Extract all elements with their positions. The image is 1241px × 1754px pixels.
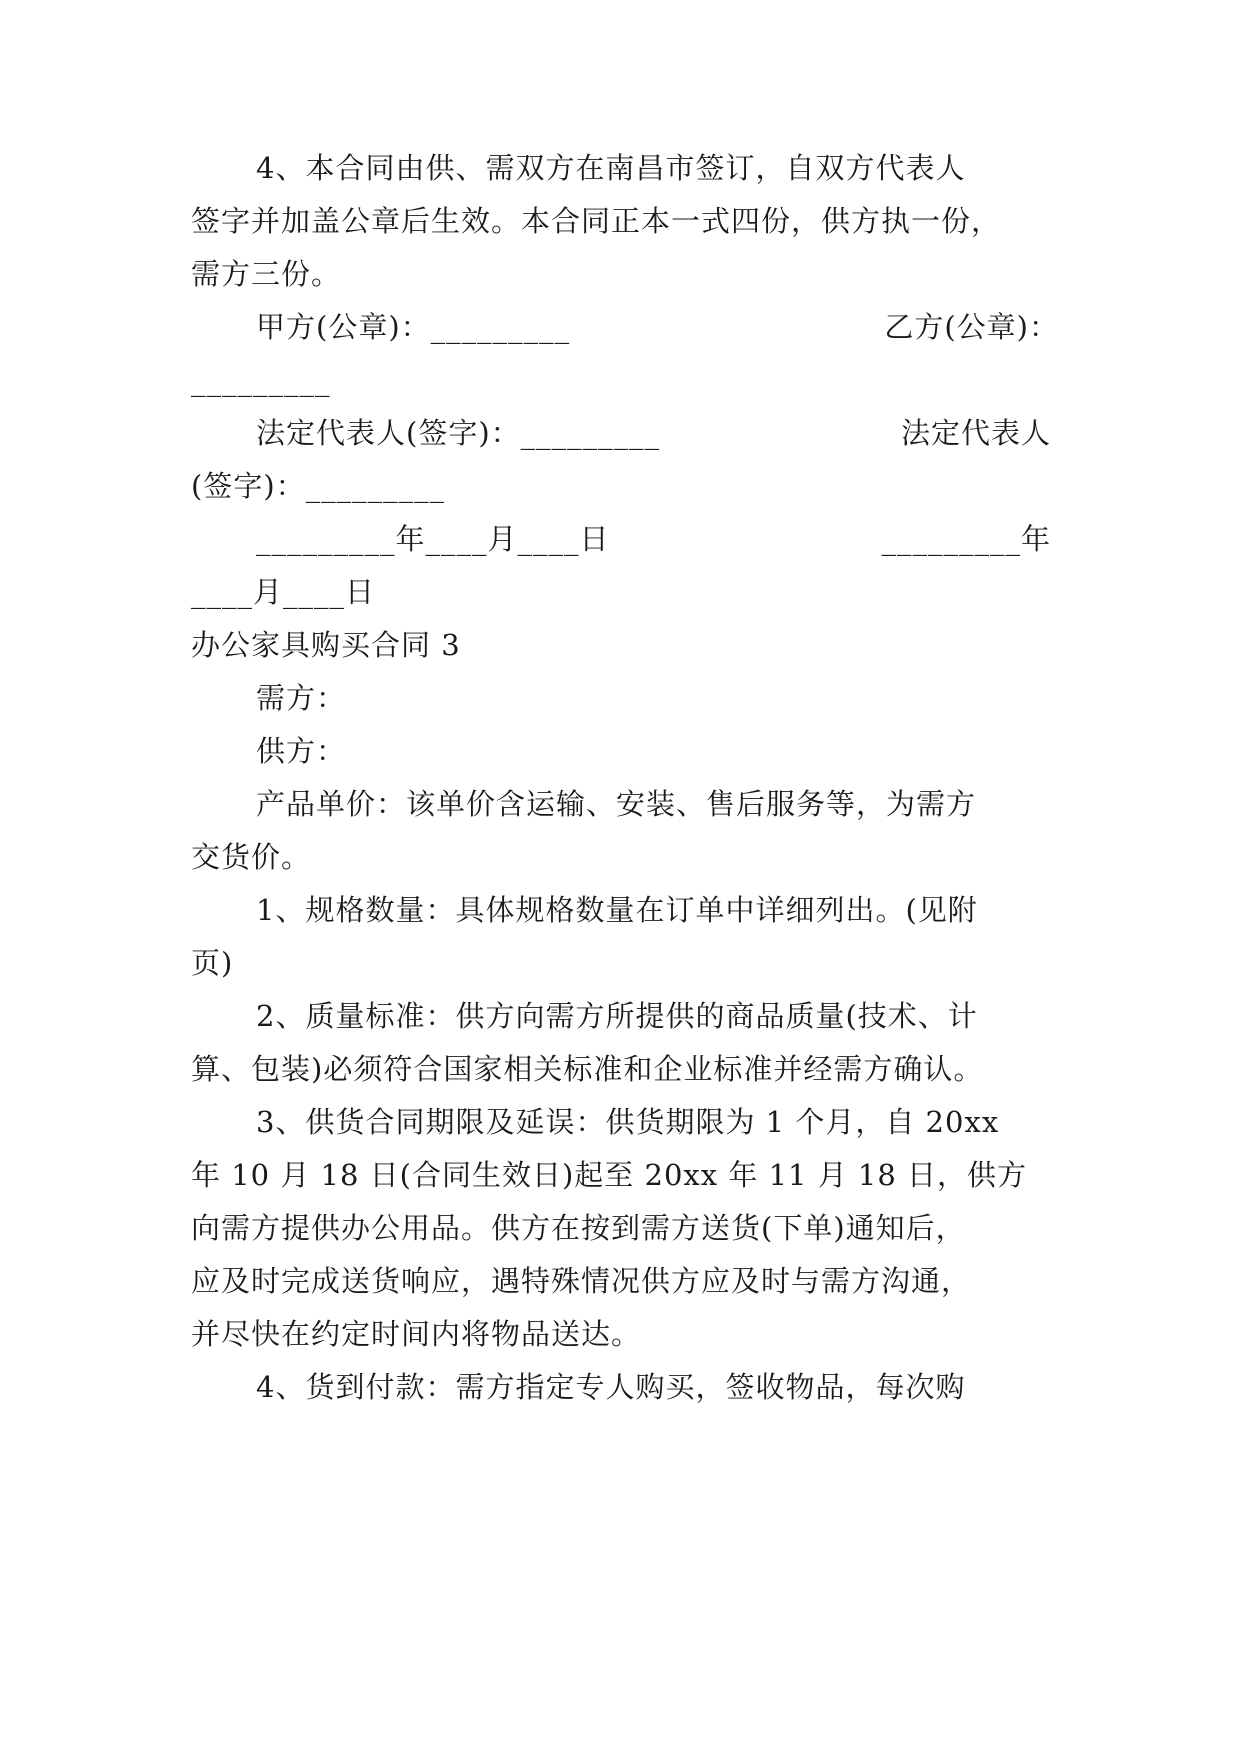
party-b-seal-label: 乙方(公章)： [884,310,1059,344]
paragraph-line: 页) [191,946,234,980]
party-a-representative-label: 法定代表人(签字)：_________ [256,416,661,450]
party-b-date: _________年 [881,522,1051,556]
paragraph-line: 算、包装)必须符合国家相关标准和企业标准并经需方确认。 [191,1052,984,1086]
date-blank: ____月____日 [191,575,376,609]
paragraph-line: 3、供货合同期限及延误：供货期限为 1 个月，自 20xx [256,1105,1000,1139]
party-a-date: _________年____月____日 [256,522,610,556]
signature-blank: (签字)：_________ [191,469,446,503]
paragraph-line: 产品单价：该单价含运输、安装、售后服务等，为需方 [256,787,977,821]
party-b-representative-label: 法定代表人 [900,416,1051,450]
paragraph-line: 签字并加盖公章后生效。本合同正本一式四份，供方执一份， [191,204,1002,238]
paragraph-line: 1、规格数量：具体规格数量在订单中详细列出。(见附 [256,893,978,927]
signature-row-date [256,519,1051,559]
paragraph-line: 交货价。 [191,840,312,874]
paragraph-line: 需方三份。 [191,257,342,291]
paragraph-line: 并尽快在约定时间内将物品送达。 [191,1317,642,1351]
buyer-label: 需方： [256,681,347,715]
party-a-seal-label: 甲方(公章)：_________ [256,310,571,344]
section-title: 办公家具购买合同 3 [191,628,461,662]
signature-row-representative [256,413,1051,453]
signature-row-seal [256,307,1059,347]
signature-blank: _________ [191,363,331,397]
paragraph-line: 2、质量标准：供方向需方所提供的商品质量(技术、计 [256,999,978,1033]
paragraph-line: 应及时完成送货响应，遇特殊情况供方应及时与需方沟通， [191,1264,972,1298]
supplier-label: 供方： [256,734,347,768]
paragraph-line: 向需方提供办公用品。供方在按到需方送货(下单)通知后， [191,1211,966,1245]
paragraph-line: 4、货到付款：需方指定专人购买，签收物品，每次购 [256,1370,966,1404]
paragraph-line: 年 10 月 18 日(合同生效日)起至 20xx 年 11 月 18 日，供方 [191,1158,1028,1192]
paragraph-line: 4、本合同由供、需双方在南昌市签订，自双方代表人 [256,151,966,185]
